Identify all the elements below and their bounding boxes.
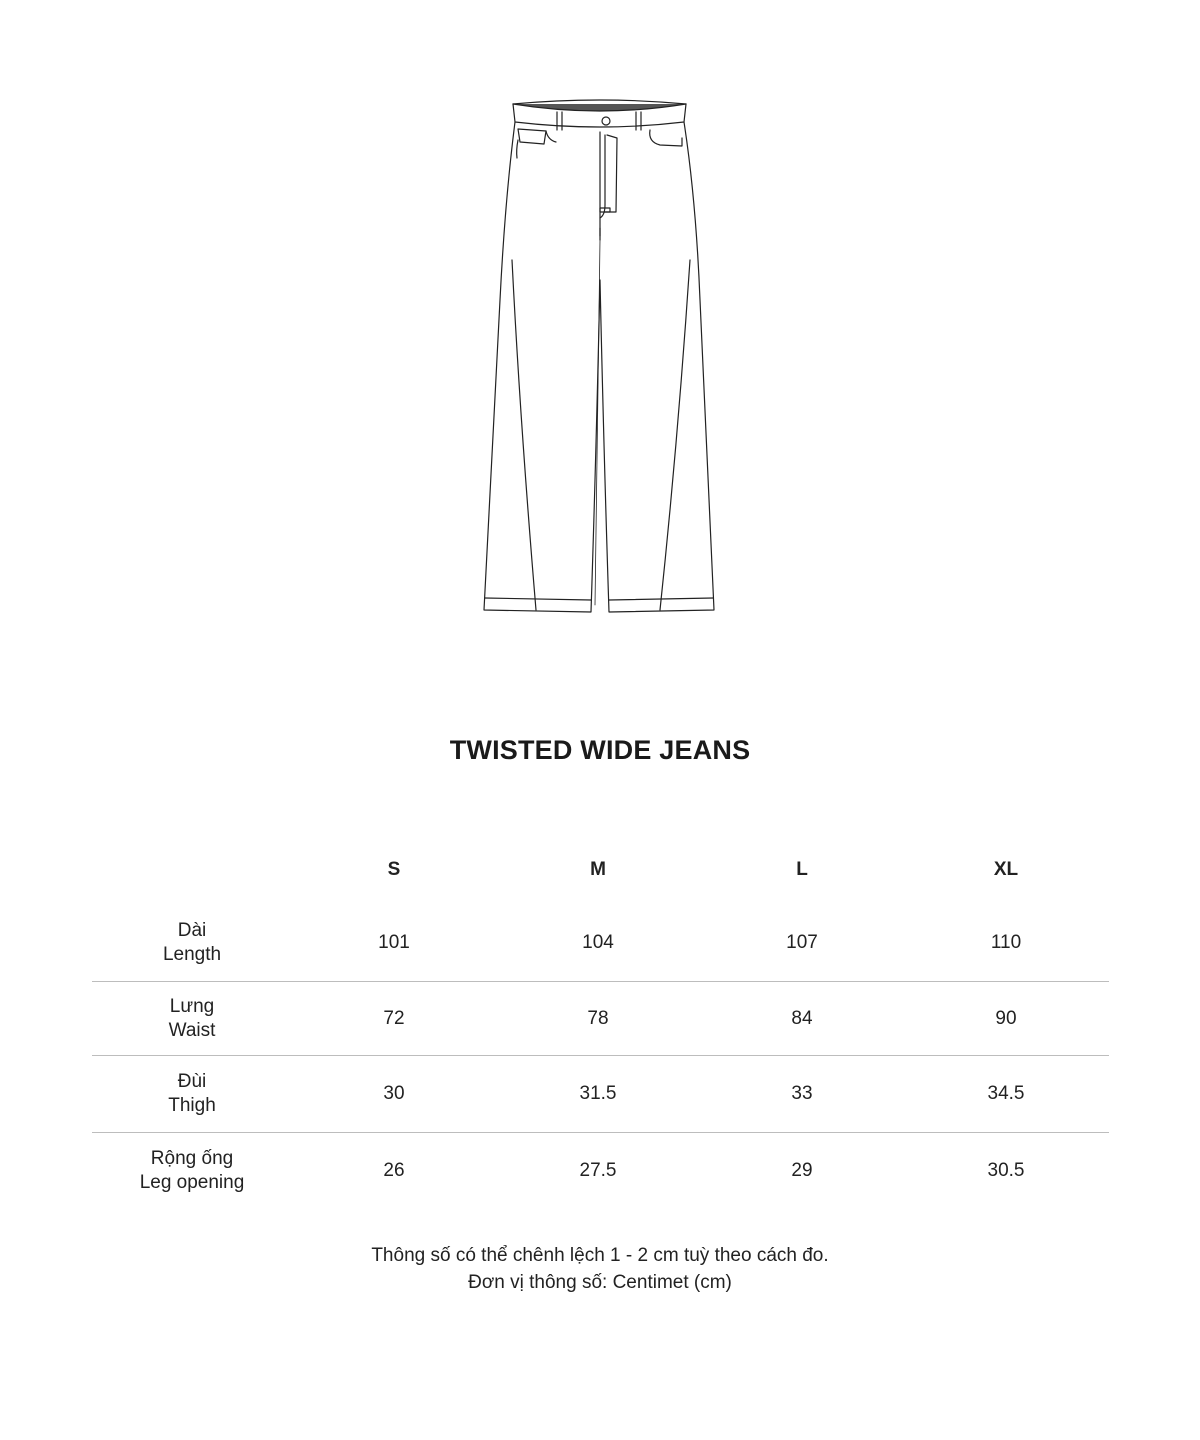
size-header-row xyxy=(92,835,1109,905)
jeans-sketch-icon xyxy=(470,95,730,620)
table-row-leg-opening xyxy=(92,1132,1109,1209)
value-cell: 104 xyxy=(582,932,614,953)
row-label-vi: Dài xyxy=(177,920,207,941)
value-cell: 107 xyxy=(786,932,818,953)
row-label-en: Length xyxy=(162,944,222,965)
row-label xyxy=(92,995,292,1043)
value-cell: 29 xyxy=(791,1160,813,1181)
row-label-en: Leg opening xyxy=(139,1172,245,1193)
jeans-illustration xyxy=(470,95,730,620)
value-cell: 84 xyxy=(791,1007,813,1029)
size-table xyxy=(92,835,1109,1209)
value-cell: 33 xyxy=(791,1083,813,1104)
row-label-en: Thigh xyxy=(168,1095,216,1116)
table-row-length xyxy=(92,905,1109,981)
value-cell: 34.5 xyxy=(987,1083,1025,1104)
row-label xyxy=(92,1070,292,1118)
size-header-m: M xyxy=(590,859,606,880)
note-tolerance: Thông số có thể chênh lệch 1 - 2 cm tuỳ theo cách đo. xyxy=(371,1245,829,1266)
row-label xyxy=(92,1147,292,1195)
value-cell: 26 xyxy=(383,1160,405,1181)
value-cell: 110 xyxy=(990,932,1022,953)
note-unit: Đơn vị thông số: Centimet (cm) xyxy=(468,1272,732,1293)
row-label-vi: Đùi xyxy=(177,1071,207,1092)
value-cell: 31.5 xyxy=(579,1083,617,1104)
value-cell: 72 xyxy=(383,1007,405,1029)
value-cell: 101 xyxy=(378,932,410,953)
row-label-vi: Rộng ống xyxy=(150,1148,234,1169)
row-label-en: Waist xyxy=(168,1019,216,1041)
value-cell: 30.5 xyxy=(987,1160,1025,1181)
measurement-notes xyxy=(0,1242,1200,1296)
table-row-thigh xyxy=(92,1055,1109,1132)
value-cell: 78 xyxy=(587,1007,609,1029)
size-header-xl: XL xyxy=(993,859,1019,880)
table-row-waist xyxy=(92,981,1109,1055)
size-header-s: S xyxy=(387,859,401,880)
product-title: TWISTED WIDE JEANS xyxy=(449,735,751,765)
row-label xyxy=(92,919,292,967)
row-label-vi: Lưng xyxy=(169,995,215,1017)
value-cell: 90 xyxy=(995,1007,1017,1029)
size-header-l: L xyxy=(796,859,808,880)
value-cell: 27.5 xyxy=(579,1160,617,1181)
value-cell: 30 xyxy=(383,1083,405,1104)
